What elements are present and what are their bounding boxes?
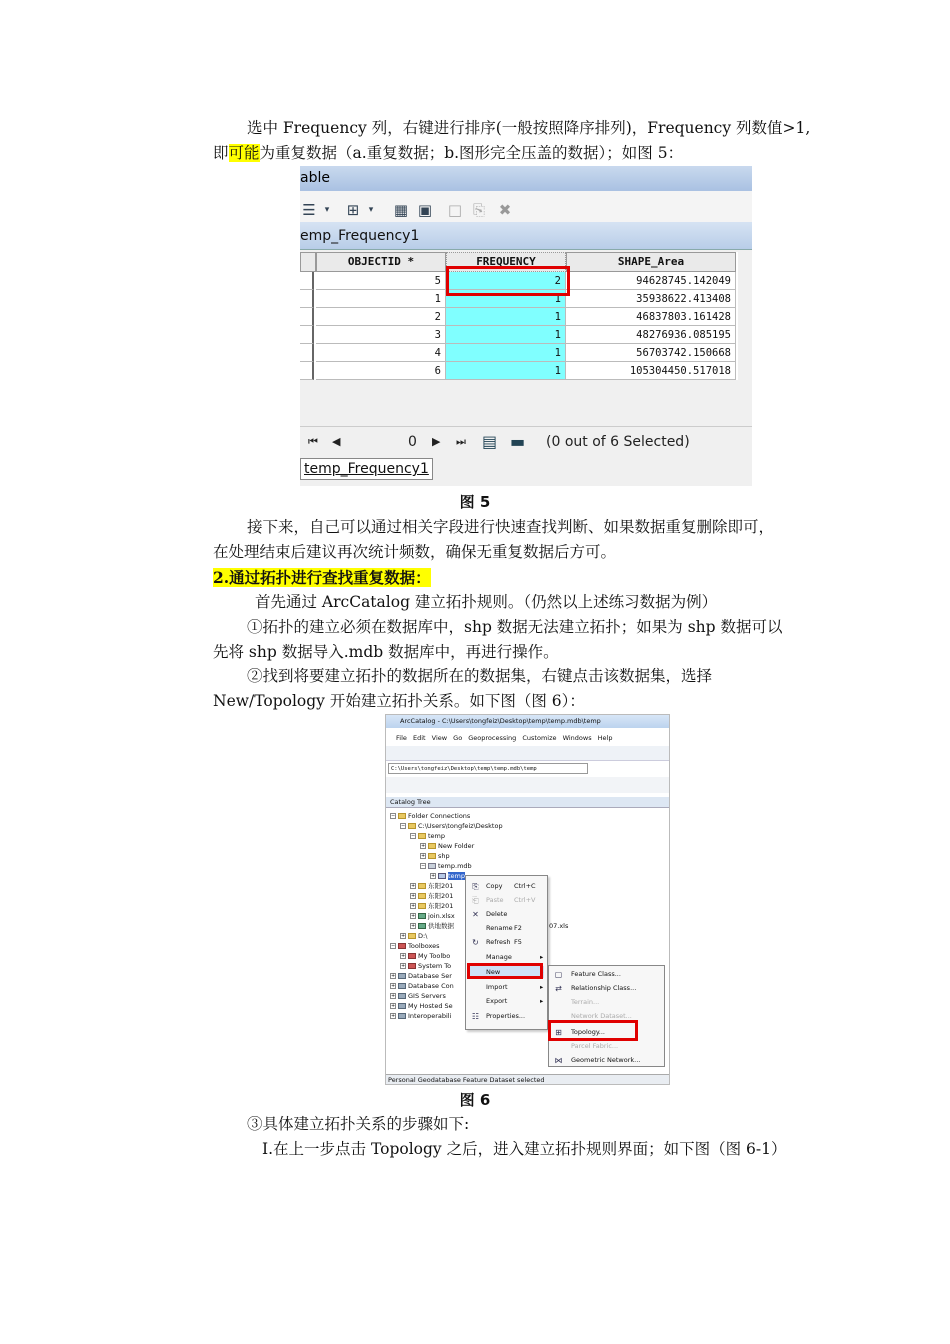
paragraph-1-line-2 xyxy=(213,141,813,166)
first-record-icon[interactable]: ⏮ xyxy=(308,435,318,448)
table-cell[interactable]: 1 xyxy=(446,344,566,362)
menu-item-paste[interactable]: Paste xyxy=(486,896,504,904)
column-header-shape-area[interactable]: SHAPE_Area xyxy=(566,252,736,272)
tree-item[interactable]: − temp xyxy=(411,832,446,840)
menu-item-import[interactable]: Import xyxy=(486,983,508,991)
submenu-item-topology[interactable]: Topology... xyxy=(571,1028,605,1036)
folder-icon xyxy=(418,883,426,889)
dropdown-arrow-icon[interactable]: ▾ xyxy=(368,205,374,215)
paragraph-1-line-1: 选中 Frequency 列，右键进行排序(一般按照降序排列)，Frequency 列数值>1, xyxy=(247,119,811,137)
table-cell[interactable]: 3 xyxy=(316,326,446,344)
server-icon xyxy=(398,973,406,979)
tree-item[interactable]: − Toolboxes xyxy=(391,942,440,950)
properties-icon: ☷ xyxy=(471,1012,480,1021)
last-record-icon[interactable]: ⏭ xyxy=(456,435,466,448)
menu-item-new[interactable]: New xyxy=(470,966,544,978)
tree-item[interactable]: − temp.mdb xyxy=(421,862,472,870)
paragraph-7: Ⅰ.在上一步点击 Topology 之后，进入建立拓扑规则界面；如下图（图 6-1） xyxy=(262,1140,787,1158)
table-cell[interactable]: 1 xyxy=(446,326,566,344)
excel-file-icon xyxy=(418,913,426,919)
shortcut-label: Ctrl+C xyxy=(514,882,536,890)
shortcut-label: F2 xyxy=(514,924,522,932)
table-cell[interactable]: 56703742.150668 xyxy=(566,344,736,362)
figure-5-caption: 图 5 xyxy=(459,493,491,511)
tree-item[interactable]: + Database Ser xyxy=(391,972,452,980)
table-cell[interactable]: 105304450.517018 xyxy=(566,362,736,380)
previous-record-icon[interactable]: ◀ xyxy=(332,435,341,448)
dropdown-arrow-icon[interactable]: ▾ xyxy=(324,205,330,215)
relationship-class-icon: ⇄ xyxy=(555,984,562,993)
menu-edit[interactable]: Edit xyxy=(412,734,426,742)
tree-item[interactable]: + 东阳201 xyxy=(411,892,454,900)
paragraph-6: ③具体建立拓扑关系的步骤如下: xyxy=(247,1115,470,1133)
arccatalog-menu-bar xyxy=(386,732,670,744)
folder-icon xyxy=(398,813,406,819)
row-selector[interactable] xyxy=(300,290,314,308)
shortcut-label: F5 xyxy=(514,938,522,946)
table-tab-title: emp_Frequency1 xyxy=(300,222,752,250)
paragraph-2-line-1: 接下来，自己可以通过相关字段进行快速查找判断、如果数据重复删除即可， xyxy=(247,518,775,536)
tree-item[interactable]: + 东阳201 xyxy=(411,902,454,910)
status-bar: Personal Geodatabase Feature Dataset selected xyxy=(386,1074,670,1085)
folder-icon xyxy=(428,843,436,849)
folder-icon xyxy=(428,853,436,859)
table-cell[interactable]: 6 xyxy=(316,362,446,380)
table-cell[interactable]: 35938622.413408 xyxy=(566,290,736,308)
folder-icon xyxy=(418,903,426,909)
location-field[interactable]: C:\Users\tongfeiz\Desktop\temp\temp.mdb\temp xyxy=(388,763,588,774)
table-cell[interactable]: 4 xyxy=(316,344,446,362)
paragraph-4-line-1: ①拓扑的建立必须在数据库中，shp 数据无法建立拓扑；如果为 shp 数据可以 xyxy=(247,618,783,636)
excel-file-icon xyxy=(418,923,426,929)
select-by-attributes-icon[interactable]: ▦ xyxy=(393,201,409,219)
tree-item[interactable]: − C:\Users\tongfeiz\Desktop xyxy=(401,822,503,830)
tree-item[interactable]: + D:\ xyxy=(401,932,428,940)
submenu-arrow-icon: ▸ xyxy=(540,953,544,961)
tree-item[interactable]: + GIS Servers xyxy=(391,992,446,1000)
toolbox-icon xyxy=(398,943,406,949)
record-position[interactable]: 0 xyxy=(408,434,417,450)
annotation-highlight-new xyxy=(467,963,543,979)
figure-6-arccatalog-window xyxy=(385,714,670,1085)
menu-item-properties[interactable]: Properties... xyxy=(486,1012,526,1020)
context-menu xyxy=(465,875,548,1030)
feature-dataset-icon xyxy=(438,873,446,879)
geodatabase-icon xyxy=(428,863,436,869)
menu-item-export[interactable]: Export xyxy=(486,997,508,1005)
show-selected-records-icon[interactable]: ▬ xyxy=(510,432,526,451)
next-record-icon[interactable]: ▶ xyxy=(432,435,441,448)
toolbox-icon xyxy=(408,953,416,959)
tree-item[interactable]: + System To xyxy=(401,962,452,970)
folder-icon xyxy=(408,823,416,829)
feature-class-icon: ▢ xyxy=(554,970,563,979)
switch-selection-icon[interactable]: ▣ xyxy=(417,201,433,219)
record-navigation-bar xyxy=(300,426,752,456)
menu-customize[interactable]: Customize xyxy=(522,734,557,742)
figure-5-attribute-table xyxy=(300,166,752,486)
selection-status: (0 out of 6 Selected) xyxy=(546,434,690,450)
table-cell[interactable]: 2 xyxy=(446,272,566,290)
table-cell[interactable]: 46837803.161428 xyxy=(566,308,736,326)
copy-icon: ⎘ xyxy=(472,882,479,891)
folder-icon xyxy=(408,933,416,939)
paragraph-5-line-2: New/Topology 开始建立拓扑关系。如下图（图 6）： xyxy=(213,692,585,710)
tree-item[interactable]: + Interoperabili xyxy=(391,1012,452,1020)
paragraph-3: 首先通过 ArcCatalog 建立拓扑规则。（仍然以上述练习数据为例） xyxy=(255,593,718,611)
tree-item[interactable]: + 东阳201 xyxy=(411,882,454,890)
folder-icon xyxy=(418,833,426,839)
tree-item[interactable]: + 供地数据 xyxy=(411,922,454,930)
table-cell[interactable]: 48276936.085195 xyxy=(566,326,736,344)
submenu-arrow-icon: ▸ xyxy=(540,968,544,976)
tree-item[interactable]: + My Toolbo xyxy=(401,952,451,960)
submenu-item-relationship-class[interactable]: Relationship Class... xyxy=(571,984,637,992)
row-selector[interactable] xyxy=(300,344,314,362)
submenu-item-network-dataset[interactable]: Network Dataset... xyxy=(571,1012,632,1020)
tree-item-selected[interactable]: + temp xyxy=(431,872,466,880)
tree-item[interactable]: + New Folder xyxy=(421,842,475,850)
paragraph-4-line-2: 先将 shp 数据导入.mdb 数据库中，再进行操作。 xyxy=(213,643,559,661)
row-selector-header xyxy=(300,252,316,272)
server-icon xyxy=(398,983,406,989)
paragraph-5-line-1: ②找到将要建立拓扑的数据所在的数据集，右键点击该数据集，选择 xyxy=(247,667,713,685)
menu-item-delete[interactable]: Delete xyxy=(486,910,508,918)
shortcut-label: Ctrl+V xyxy=(514,896,536,904)
tree-item[interactable]: + My Hosted Se xyxy=(391,1002,453,1010)
submenu-arrow-icon: ▸ xyxy=(540,983,544,991)
folder-icon xyxy=(418,893,426,899)
server-icon xyxy=(398,1003,406,1009)
show-all-records-icon[interactable]: ▤ xyxy=(482,432,498,451)
table-options-icon[interactable]: ☰ xyxy=(302,201,316,219)
row-selector[interactable] xyxy=(300,362,314,380)
menu-item-refresh[interactable]: Refresh xyxy=(486,938,511,946)
table-cell[interactable]: 94628745.142049 xyxy=(566,272,736,290)
bottom-table-tab[interactable]: temp_Frequency1 xyxy=(300,458,433,480)
submenu-item-parcel-fabric[interactable]: Parcel Fabric... xyxy=(571,1042,619,1050)
row-selector[interactable] xyxy=(300,272,314,290)
table-cell[interactable]: 2 xyxy=(316,308,446,326)
submenu-item-geometric-network[interactable]: Geometric Network... xyxy=(571,1056,641,1064)
table-cell[interactable]: 1 xyxy=(446,362,566,380)
row-selector[interactable] xyxy=(300,308,314,326)
menu-geoprocessing[interactable]: Geoprocessing xyxy=(468,734,517,742)
table-cell[interactable]: 1 xyxy=(316,290,446,308)
catalog-tree-title: Catalog Tree xyxy=(386,797,670,808)
toolbox-icon xyxy=(408,963,416,969)
geometric-network-icon: ⋈ xyxy=(554,1056,563,1065)
annotation-highlight-topology xyxy=(548,1020,638,1041)
menu-windows[interactable]: Windows xyxy=(562,734,592,742)
menu-item-rename[interactable]: Rename xyxy=(486,924,513,932)
server-icon xyxy=(398,993,406,999)
clear-selection-icon[interactable]: □ xyxy=(447,201,463,219)
arccatalog-title: ArcCatalog - C:\Users\tongfeiz\Desktop\temp\temp.mdb\temp xyxy=(386,715,670,728)
refresh-icon: ↻ xyxy=(472,938,479,947)
annotation-highlight-box xyxy=(446,266,570,296)
tree-item[interactable]: + shp xyxy=(421,852,450,860)
tree-item[interactable]: − Folder Connections xyxy=(391,812,471,820)
menu-help[interactable]: Help xyxy=(597,734,613,742)
server-icon xyxy=(398,1013,406,1019)
table-cell[interactable]: 5 xyxy=(316,272,446,290)
topology-icon: ⊞ xyxy=(555,1028,562,1037)
delete-icon: ✕ xyxy=(472,910,479,919)
paragraph-2-line-2: 在处理结束后建议再次统计频数，确保无重复数据后方可。 xyxy=(213,543,617,561)
table-cell[interactable]: 1 xyxy=(446,308,566,326)
arccatalog-secondary-toolbar[interactable] xyxy=(386,777,670,793)
tree-item[interactable]: + Database Con xyxy=(391,982,454,990)
figure-6-caption: 图 6 xyxy=(459,1091,491,1109)
tree-item-suffix: 07.xls xyxy=(549,922,569,930)
menu-view[interactable]: View xyxy=(431,734,448,742)
row-selector[interactable] xyxy=(300,326,314,344)
tree-item[interactable]: + join.xlsx xyxy=(411,912,455,920)
related-tables-icon[interactable]: ⊞ xyxy=(346,201,360,219)
text-segment: 为重复数据（a.重复数据；b.图形完全压盖的数据）；如图 5： xyxy=(259,144,684,162)
menu-item-copy[interactable]: Copy xyxy=(486,882,503,890)
submenu-arrow-icon: ▸ xyxy=(540,997,544,1005)
delete-selected-icon[interactable]: ✖ xyxy=(498,201,512,219)
section-heading-2 xyxy=(213,565,813,590)
table-cell[interactable]: 1 xyxy=(446,290,566,308)
zoom-to-selected-icon[interactable]: ⎘ xyxy=(472,201,485,219)
column-header-objectid[interactable]: OBJECTID * xyxy=(316,252,446,272)
menu-go[interactable]: Go xyxy=(453,734,463,742)
submenu-item-feature-class[interactable]: Feature Class... xyxy=(571,970,621,978)
highlighted-heading: 2.通过拓扑进行查找重复数据： xyxy=(213,568,431,587)
submenu-item-terrain[interactable]: Terrain... xyxy=(571,998,600,1006)
menu-item-manage[interactable]: Manage xyxy=(486,953,512,961)
new-submenu xyxy=(548,965,665,1067)
highlighted-text: 可能 xyxy=(228,144,260,162)
text-segment: 即 xyxy=(213,144,229,162)
column-header-frequency[interactable]: FREQUENCY xyxy=(446,252,566,272)
menu-file[interactable]: File xyxy=(396,734,407,742)
table-window-title: able xyxy=(300,166,752,191)
paste-icon: ⎗ xyxy=(472,896,479,905)
arccatalog-standard-toolbar[interactable] xyxy=(386,746,670,761)
